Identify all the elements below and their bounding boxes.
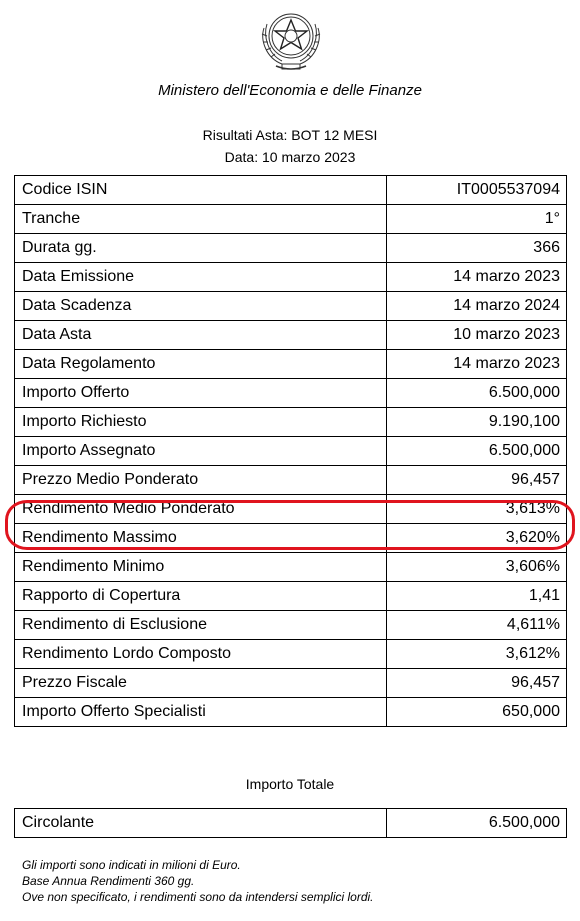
auction-results-table (14, 175, 567, 727)
table-row (15, 350, 567, 379)
row-label: Importo Offerto Specialisti (15, 698, 387, 727)
row-value: 14 marzo 2023 (387, 263, 567, 292)
total-table (14, 808, 567, 838)
italian-republic-emblem (252, 6, 330, 76)
row-label: Rendimento Massimo (15, 524, 387, 553)
table-row (15, 611, 567, 640)
row-value: 1,41 (387, 582, 567, 611)
row-value: 3,606% (387, 553, 567, 582)
row-value: 6.500,000 (387, 379, 567, 408)
row-label: Data Scadenza (15, 292, 387, 321)
row-value: 96,457 (387, 466, 567, 495)
row-label: Importo Assegnato (15, 437, 387, 466)
table-row (15, 234, 567, 263)
row-label: Importo Richiesto (15, 408, 387, 437)
row-label: Data Asta (15, 321, 387, 350)
row-value: 3,612% (387, 640, 567, 669)
total-heading: Importo Totale (245, 776, 335, 792)
footnotes (22, 857, 374, 905)
table-row (15, 263, 567, 292)
table-row (15, 809, 567, 838)
table-row (15, 408, 567, 437)
table-row (15, 379, 567, 408)
row-value: 10 marzo 2023 (387, 321, 567, 350)
row-label: Data Emissione (15, 263, 387, 292)
row-value: 1° (387, 205, 567, 234)
footnote: Gli importi sono indicati in milioni di Euro. (22, 858, 241, 872)
table-row (15, 640, 567, 669)
row-value: 3,613% (387, 495, 567, 524)
footnote: Ove non specificato, i rendimenti sono da intendersi semplici lordi. (22, 890, 374, 904)
row-label: Prezzo Fiscale (15, 669, 387, 698)
table-row (15, 669, 567, 698)
row-value: 3,620% (387, 524, 567, 553)
row-label: Rendimento Medio Ponderato (15, 495, 387, 524)
table-row (15, 466, 567, 495)
row-value: 4,611% (387, 611, 567, 640)
ministry-name: Ministero dell'Economia e delle Finanze (158, 82, 422, 99)
row-value: 14 marzo 2023 (387, 350, 567, 379)
row-value: 6.500,000 (387, 437, 567, 466)
row-label: Durata gg. (15, 234, 387, 263)
circolante-label: Circolante (15, 809, 387, 838)
table-row (15, 553, 567, 582)
row-value: 366 (387, 234, 567, 263)
table-row (15, 176, 567, 205)
table-row (15, 205, 567, 234)
row-value: 14 marzo 2024 (387, 292, 567, 321)
row-label: Rendimento di Esclusione (15, 611, 387, 640)
table-row (15, 698, 567, 727)
row-value: IT0005537094 (387, 176, 567, 205)
row-label: Codice ISIN (15, 176, 387, 205)
table-row (15, 292, 567, 321)
table-row (15, 524, 567, 553)
row-label: Rendimento Minimo (15, 553, 387, 582)
table-row (15, 437, 567, 466)
footnote: Base Annua Rendimenti 360 gg. (22, 874, 195, 888)
row-label: Rapporto di Copertura (15, 582, 387, 611)
row-value: 650,000 (387, 698, 567, 727)
row-value: 9.190,100 (387, 408, 567, 437)
row-label: Tranche (15, 205, 387, 234)
auction-title: Risultati Asta: BOT 12 MESI (202, 127, 378, 143)
row-value: 96,457 (387, 669, 567, 698)
row-label: Rendimento Lordo Composto (15, 640, 387, 669)
table-row (15, 321, 567, 350)
row-label: Importo Offerto (15, 379, 387, 408)
row-label: Prezzo Medio Ponderato (15, 466, 387, 495)
row-label: Data Regolamento (15, 350, 387, 379)
table-row-highlighted (15, 495, 567, 524)
circolante-value: 6.500,000 (387, 809, 567, 838)
table-row (15, 582, 567, 611)
auction-date: Data: 10 marzo 2023 (224, 149, 356, 165)
